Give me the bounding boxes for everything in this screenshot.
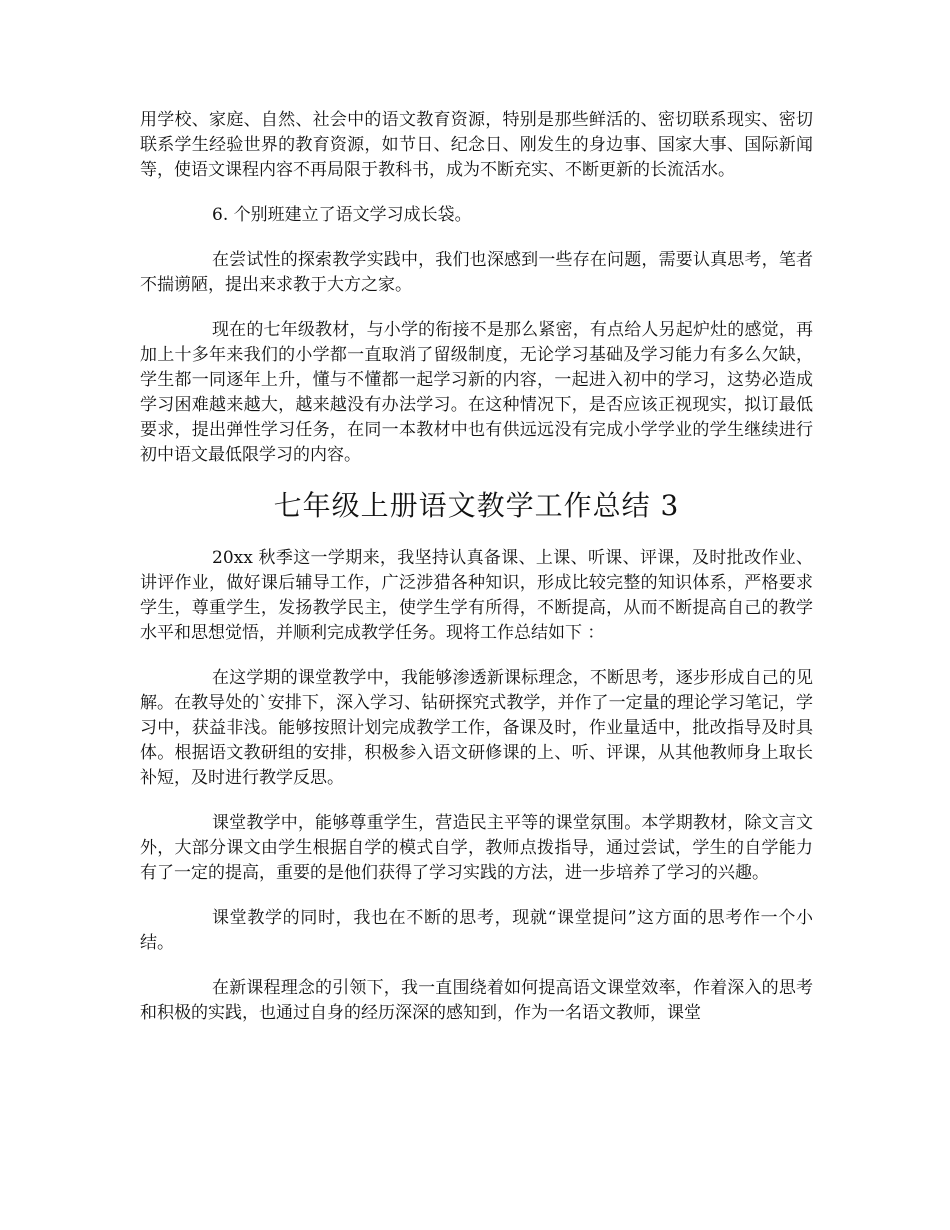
paragraph: 20xx 秋季这一学期来，我坚持认真备课、上课、听课、评课，及时批改作业、讲评作业，做好课后辅导工作，广泛涉猎各种知识，形成比较完整的知识体系，严格要求学生，尊重学生，发扬教学民主，使学生学有所得，不断提高，从而不断提高自己的教学水平和思想觉悟，并顺利完成教学任务。现将工作总结如下 ：	[140, 548, 813, 643]
paragraph: 课堂教学的同时，我也在不断的思考，现就“课堂提问”这方面的思考作一个小结。	[140, 908, 813, 953]
paragraph: 现在的七年级教材，与小学的衔接不是那么紧密，有点给人另起炉灶的感觉，再加上十多年来我们的小学都一直取消了留级制度，无论学习基础及学习能力有多么欠缺，学生都一同逐年上升，懂与不懂都一起学习新的内容，一起进入初中的学习，这势必造成学习困难越来越大，越来越没有办法学习。在这种情况下，是否应该正视现实，拟订最低要求，提出弹性学习任务，在同一本教材中也有供远远没有完成小学学业的学生继续进行初中语文最低限学习的内容。	[140, 320, 813, 465]
paragraph-continues: 在新课程理念的引领下，我一直围绕着如何提高语文课堂效率，作着深入的思考和积极的实践，也通过自身的经历深深的感知到，作为一名语文教师，课堂	[140, 978, 813, 1023]
paragraph-item-6: 6. 个别班建立了语文学习成长袋。	[212, 205, 472, 225]
document-body	[140, 108, 813, 1046]
paragraph-continued: 用学校、家庭、自然、社会中的语文教育资源，特别是那些鲜活的、密切联系现实、密切联系学生经验世界的教育资源，如节日、纪念日、刚发生的身边事、国家大事、国际新闻等，使语文课程内容不再局限于教科书，成为不断充实、不断更新的长流活水。	[140, 110, 813, 180]
paragraph: 在尝试性的探索教学实践中，我们也深感到一些存在问题，需要认真思考，笔者不揣谫陋，提出来求教于大方之家。	[140, 250, 813, 295]
paragraph: 在这学期的课堂教学中，我能够渗透新课标理念，不断思考，逐步形成自己的见解。在教导处的`安排下，深入学习、钻研探究式教学，并作了一定量的理论学习笔记，学习中，获益非浅。能够按照计划完成教学工作，备课及时，作业量适中，批改指导及时具体。根据语文教研组的安排，积极参入语文研修课的上、听、评课，从其他教师身上取长补短，及时进行教学反思。	[140, 668, 813, 788]
section-title: 七年级上册语文教学工作总结 3	[273, 489, 680, 522]
paragraph: 课堂教学中，能够尊重学生，营造民主平等的课堂氛围。本学期教材，除文言文外，大部分课文由学生根据自学的模式自学，教师点拨指导，通过尝试，学生的自学能力有了一定的提高，重要的是他们获得了学习实践的方法，进一步培养了学习的兴趣。	[140, 813, 813, 883]
